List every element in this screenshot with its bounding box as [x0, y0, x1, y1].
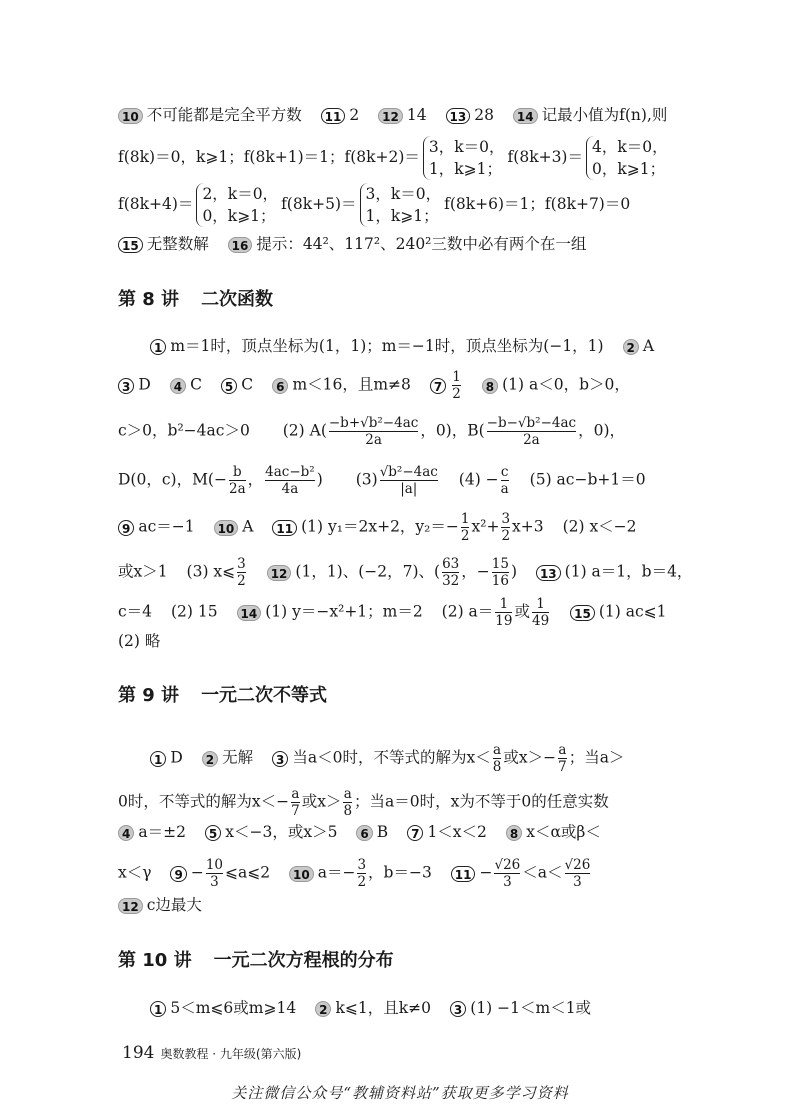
numerator: −b−√b²−4ac: [486, 415, 577, 431]
denominator: 2: [452, 386, 461, 402]
answer-badge: 13: [446, 108, 471, 124]
fraction: [380, 464, 438, 497]
answer-line: [118, 857, 592, 890]
formula-text: x＜γ: [118, 863, 152, 882]
answer-text: k⩽1，且k≠0: [335, 999, 431, 1017]
fraction: [565, 857, 591, 890]
watermark: 关注微信公众号“教辅资料站”获取更多学习资料: [231, 1084, 569, 1102]
answer-text: ac＝−1: [138, 517, 195, 536]
piecewise-cases: [423, 136, 505, 180]
fraction: [487, 415, 576, 448]
answer-text: A: [242, 517, 254, 536]
denominator: 2: [357, 874, 367, 890]
formula-text: D(0，c)，M(−: [118, 470, 227, 489]
answer-line: [150, 335, 654, 357]
denominator: 4a: [265, 480, 315, 497]
answer-badge: 16: [228, 237, 253, 253]
denominator: 19: [495, 613, 513, 629]
denominator: 2a: [487, 431, 576, 448]
answer-line: [118, 596, 666, 629]
fraction: [329, 415, 418, 448]
formula-text: ，: [247, 470, 264, 489]
fraction: [452, 369, 461, 402]
fraction: [461, 511, 470, 544]
numerator: a: [291, 786, 300, 802]
case: 3，k＝0，: [365, 185, 442, 203]
answer-badge: 14: [513, 108, 538, 124]
formula-text: ＜a＜: [522, 863, 563, 882]
denominator: |a|: [380, 480, 438, 497]
answer-text: 5＜m⩽6或m⩾14: [170, 999, 297, 1017]
formula-text: c＝4: [118, 602, 153, 621]
formula-text: (2) x＜−2: [562, 517, 637, 536]
formula-text: ⩽a⩽2: [225, 863, 271, 882]
numerator: a: [343, 786, 352, 802]
answer-text: 提示：44²、117²、240²三数中必有两个在一组: [256, 235, 587, 253]
formula-text: (1) ac⩽1: [598, 602, 667, 621]
fraction: [501, 464, 509, 497]
formula-text: f(8k+4)＝: [118, 195, 194, 213]
answer-line: [150, 742, 624, 775]
answer-badge: 8: [482, 378, 498, 394]
numerator: 15: [491, 556, 509, 572]
denominator: 16: [491, 573, 509, 589]
case: 3，k＝0，: [428, 138, 505, 156]
formula-text: (5) ac−b+1＝0: [529, 470, 646, 489]
answer-badge: 1: [150, 751, 166, 767]
denominator: 3: [494, 873, 520, 890]
answer-badge: 9: [170, 866, 186, 882]
case: 0，k⩾1；: [591, 160, 666, 178]
formula-text: x+3: [512, 517, 544, 536]
formula-text: x²+: [471, 517, 500, 536]
formula-text: ，0)，B(: [420, 421, 485, 440]
numerator: 63: [442, 556, 460, 572]
denominator: 7: [291, 803, 300, 819]
fraction: [492, 556, 509, 589]
fraction: [495, 596, 512, 629]
answer-badge: 13: [536, 565, 561, 581]
formula-text: f(8k+5)＝: [281, 195, 357, 213]
denominator: 2a: [228, 481, 246, 497]
answer-badge: 2: [202, 751, 218, 767]
answer-text: (1) a＜0，b＞0，: [502, 375, 630, 394]
denominator: 49: [532, 613, 550, 629]
formula-text: f(8k)＝0，k⩾1；f(8k+1)＝1；f(8k+2)＝: [118, 148, 420, 166]
answer-badge: 6: [356, 825, 372, 841]
answer-line: [118, 183, 630, 227]
formula-text: (2) A(: [282, 421, 327, 440]
formula-text: (1) y＝−x²+1；m＝2: [265, 602, 423, 621]
formula-text: f(8k+3)＝: [507, 148, 583, 166]
answer-line: [118, 415, 625, 448]
answer-badge: 3: [450, 1001, 466, 1017]
fraction: [501, 511, 510, 544]
fraction: [237, 556, 246, 589]
fraction: [558, 742, 567, 775]
numerator: a: [493, 742, 502, 758]
answer-line: [118, 894, 202, 916]
denominator: 32: [442, 573, 460, 589]
formula-text: (3): [355, 470, 378, 489]
answer-text: 记最小值为f(n),则: [541, 106, 668, 124]
answer-text: 14: [406, 106, 427, 124]
denominator: 2a: [329, 431, 418, 448]
answer-line: [118, 464, 646, 497]
answer-badge: 10: [289, 866, 314, 882]
formula-text: 0时，不等式的解为x＜−: [118, 792, 290, 811]
numerator: c: [500, 464, 509, 480]
answer-line: [118, 786, 609, 819]
formula-text: ；当a＞: [568, 748, 625, 767]
numerator: −b+√b²−4ac: [328, 415, 419, 431]
fraction: [291, 786, 300, 819]
fraction: [494, 857, 520, 890]
case: 1，k⩾1；: [365, 207, 439, 225]
answer-badge: 8: [506, 825, 522, 841]
answer-badge: 10: [118, 108, 143, 124]
answer-line: [118, 630, 160, 652]
piecewise-cases: [360, 183, 442, 227]
answer-badge: 2: [315, 1001, 331, 1017]
formula-text: 或: [514, 602, 530, 621]
answer-line: [118, 556, 692, 589]
answer-badge: 12: [378, 108, 403, 124]
answer-badge: 4: [170, 378, 186, 394]
formula-text: ；当a＝0时，x为不等于0的任意实数: [354, 792, 609, 811]
denominator: a: [500, 481, 509, 497]
formula-text: ，b＝−3: [368, 863, 432, 882]
formula-text: (4) −: [458, 470, 499, 489]
formula-text: −: [190, 863, 204, 882]
answer-text: m＜16，且m≠8: [292, 375, 411, 394]
numerator: 1: [460, 511, 470, 527]
answer-line: [118, 136, 671, 180]
answer-badge: 7: [430, 378, 446, 394]
numerator: 3: [501, 511, 511, 527]
formula-text: 当a＜0时，不等式的解为x＜: [292, 748, 491, 767]
case: 4，k＝0，: [591, 138, 668, 156]
case: 0，k⩾1；: [202, 207, 276, 225]
answer-badge: 2: [623, 339, 639, 355]
case: 1，k⩾1；: [428, 160, 503, 178]
answer-badge: 5: [205, 825, 221, 841]
fraction: [493, 742, 502, 775]
answer-text: c边最大: [146, 896, 202, 914]
answer-line: [150, 997, 591, 1019]
lecture-title: 二次函数: [201, 289, 274, 310]
denominator: 8: [492, 759, 502, 775]
numerator: 4ac−b²: [265, 464, 315, 480]
lecture-title: 一元二次不等式: [201, 685, 328, 706]
answer-badge: 3: [118, 378, 134, 394]
numerator: √b²−4ac: [379, 464, 438, 480]
answer-badge: 3: [272, 751, 288, 767]
answer-text: C: [190, 375, 202, 394]
lecture-title: 一元二次方程根的分布: [213, 950, 394, 971]
formula-text: ): [316, 470, 323, 489]
denominator: 8: [343, 803, 353, 819]
answer-badge: 11: [451, 866, 476, 882]
formula-text: ，−: [461, 562, 490, 581]
numerator: 3: [357, 857, 367, 873]
answer-badge: 15: [570, 605, 595, 621]
denominator: 2: [501, 528, 511, 544]
lecture-number: 第 8 讲: [118, 289, 180, 310]
formula-text: f(8k+6)＝1；f(8k+7)＝0: [444, 195, 631, 213]
formula-text: c＞0，b²−4ac＞0: [118, 421, 250, 440]
fraction: [357, 857, 366, 890]
formula-text: 或x＞−: [503, 748, 557, 767]
fraction: [442, 556, 459, 589]
answer-text: D: [170, 748, 183, 767]
section-heading: [118, 285, 273, 311]
formula-text: (3) x⩽: [186, 562, 236, 581]
answer-text: 2: [349, 106, 360, 124]
book-title: 奥数教程 · 九年级(第六版): [160, 1047, 302, 1061]
denominator: 2: [237, 573, 246, 589]
answer-text: 28: [474, 106, 494, 124]
answer-text: x＜−3，或x＞5: [225, 823, 338, 841]
formula-text: −: [479, 863, 493, 882]
fraction: [229, 464, 246, 497]
formula-text: (2) a＝: [441, 602, 494, 621]
answer-text: B: [376, 823, 389, 841]
case: 2，k＝0，: [202, 185, 279, 203]
page-number: 194: [122, 1043, 155, 1063]
numerator: 10: [205, 857, 223, 873]
denominator: 3: [206, 873, 223, 890]
numerator: a: [558, 742, 567, 758]
numerator: 1: [536, 596, 545, 612]
formula-text: 或x＞1: [118, 562, 168, 581]
answer-line: [118, 233, 586, 255]
answer-badge: 5: [221, 378, 237, 394]
formula-text: (1) a＝1，b＝4，: [564, 562, 693, 581]
answer-line: [118, 511, 637, 544]
fraction: [532, 596, 549, 629]
numerator: 3: [237, 556, 246, 572]
answer-badge: 1: [150, 1001, 166, 1017]
answer-badge: 11: [272, 520, 297, 536]
section-heading: [118, 946, 394, 972]
numerator: 1: [452, 369, 461, 385]
answer-text: 无解: [222, 748, 254, 767]
denominator: 3: [565, 873, 591, 890]
denominator: 7: [558, 759, 567, 775]
piecewise-cases: [196, 183, 278, 227]
answer-badge: 12: [267, 565, 292, 581]
answer-text: x＜α或β＜: [526, 823, 601, 841]
answer-badge: 6: [272, 378, 288, 394]
page-footer: [122, 1043, 301, 1063]
answer-text: m＝1时，顶点坐标为(1，1)；m＝−1时，顶点坐标为(−1，1): [170, 337, 604, 355]
numerator: √26: [564, 857, 591, 873]
answer-badge: 1: [150, 339, 166, 355]
denominator: 2: [460, 528, 470, 544]
answer-badge: 7: [407, 825, 423, 841]
fraction: [206, 857, 223, 890]
answer-text: 1＜x＜2: [427, 823, 487, 841]
answer-badge: 14: [237, 605, 262, 621]
answer-badge: 4: [118, 825, 134, 841]
answer-badge: 10: [214, 520, 239, 536]
lecture-number: 第 10 讲: [118, 950, 192, 971]
formula-text: (1) y₁＝2x+2，y₂＝−: [301, 517, 459, 536]
answer-line: [118, 821, 601, 843]
formula-text: a＝−: [317, 863, 356, 882]
answer-text: 无整数解: [146, 235, 209, 253]
lecture-number: 第 9 讲: [118, 685, 180, 706]
numerator: √26: [494, 857, 521, 873]
answer-badge: 9: [118, 520, 134, 536]
answer-badge: 15: [118, 237, 143, 253]
formula-text: (1，1)、(−2，7)、(: [295, 562, 441, 581]
answer-line: [118, 104, 667, 126]
numerator: 1: [499, 596, 509, 612]
answer-text: (2) 略: [118, 632, 161, 650]
answer-badge: 12: [118, 898, 143, 914]
piecewise-cases: [586, 136, 668, 180]
answer-text: D: [138, 375, 151, 394]
numerator: b: [232, 464, 242, 480]
answer-text: (1) −1＜m＜1或: [470, 999, 592, 1017]
answer-text: A: [642, 337, 655, 355]
answer-text: C: [241, 375, 254, 394]
formula-text: 或x＞: [301, 792, 342, 811]
formula-text: (2) 15: [170, 602, 218, 621]
answer-line: [118, 369, 630, 402]
formula-text: ): [510, 562, 518, 581]
answer-text: a＝±2: [138, 823, 186, 841]
section-heading: [118, 681, 327, 707]
answer-text: 不可能都是完全平方数: [146, 106, 302, 124]
fraction: [265, 464, 315, 497]
formula-text: ，0)，: [578, 421, 626, 440]
fraction: [343, 786, 352, 819]
answer-badge: 11: [321, 108, 346, 124]
